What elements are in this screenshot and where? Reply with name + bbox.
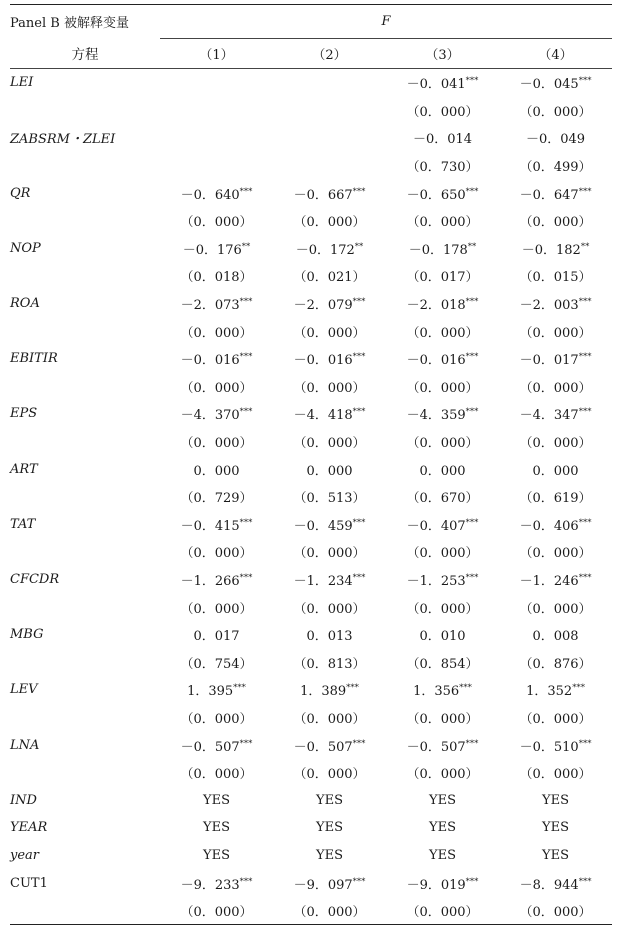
- coefficient-value: 0．000: [419, 463, 466, 479]
- coefficient-value: －0．016: [180, 353, 240, 369]
- p-value-cell: （0．513）: [293, 491, 366, 507]
- coefficient-value: 0．013: [306, 629, 353, 645]
- table-row: [10, 814, 612, 842]
- empty-label: [10, 538, 160, 566]
- p-value-cell: （0．000）: [180, 215, 253, 231]
- coefficient-cell: [273, 869, 386, 897]
- p-value-cell: （0．015）: [519, 270, 592, 286]
- coefficient-value: －8．944: [519, 877, 579, 893]
- empty-label: [10, 152, 160, 180]
- significance-stars: ***: [239, 876, 253, 887]
- coefficient-value: －9．233: [180, 877, 240, 893]
- coefficient-cell: [273, 235, 386, 263]
- p-value-cell: （0．000）: [406, 104, 479, 120]
- coefficient-value: －0．041: [406, 77, 466, 93]
- regression-table: [10, 4, 612, 925]
- coefficient-value: －0．507: [293, 739, 353, 755]
- control-value: YES: [429, 820, 456, 836]
- table-row: [10, 648, 612, 676]
- coefficient-cell: [160, 400, 273, 428]
- control-value: YES: [203, 847, 230, 863]
- coefficient-cell: [160, 676, 273, 704]
- coefficient-cell: [499, 124, 612, 152]
- table-row: [10, 235, 612, 263]
- table-row: [10, 538, 612, 566]
- empty-label: [10, 207, 160, 235]
- variable-label: ART: [10, 461, 38, 477]
- p-value-cell: （0．000）: [180, 767, 253, 783]
- p-value-cell: （0．000）: [293, 711, 366, 727]
- control-value: YES: [203, 792, 230, 808]
- coefficient-cell: [386, 621, 499, 649]
- coefficient-cell: [386, 69, 499, 97]
- significance-stars: ***: [239, 352, 253, 363]
- coefficient-cell: [499, 621, 612, 649]
- empty-label: [10, 97, 160, 125]
- table-row: [10, 704, 612, 732]
- coefficient-cell: [499, 290, 612, 318]
- coefficient-cell: [386, 290, 499, 318]
- coefficient-cell: [273, 400, 386, 428]
- significance-stars: ***: [352, 876, 366, 887]
- coefficient-cell: [386, 455, 499, 483]
- variable-label: CUT1: [10, 875, 48, 891]
- significance-stars: ***: [352, 572, 366, 583]
- coefficient-value: －0．406: [519, 518, 579, 534]
- control-value: YES: [429, 847, 456, 863]
- p-value-cell: （0．000）: [519, 711, 592, 727]
- coefficient-cell: [386, 345, 499, 373]
- coefficient-cell: [273, 511, 386, 539]
- p-value-cell: （0．000）: [180, 546, 253, 562]
- p-value-cell: （0．000）: [293, 546, 366, 562]
- coefficient-cell: [273, 676, 386, 704]
- p-value-cell: （0．000）: [406, 436, 479, 452]
- coefficient-cell: [499, 676, 612, 704]
- table-row: [10, 621, 612, 649]
- significance-stars: ***: [233, 683, 246, 694]
- coefficient-value: －4．359: [406, 408, 466, 424]
- significance-stars: ***: [346, 683, 359, 694]
- coefficient-value: －1．246: [519, 573, 579, 589]
- coefficient-cell: [160, 869, 273, 897]
- significance-stars: ***: [578, 76, 592, 87]
- p-value-cell: （0．000）: [180, 325, 253, 341]
- significance-stars: ***: [352, 517, 366, 528]
- significance-stars: ***: [352, 738, 366, 749]
- coefficient-cell: [499, 511, 612, 539]
- table-row: [10, 759, 612, 787]
- significance-stars: ***: [465, 76, 479, 87]
- coefficient-cell: [499, 345, 612, 373]
- coefficient-cell: [160, 235, 273, 263]
- significance-stars: ***: [578, 517, 592, 528]
- p-value-cell: （0．000）: [293, 215, 366, 231]
- empty-label: [10, 704, 160, 732]
- variable-label: EBITIR: [10, 351, 58, 367]
- coefficient-cell: [160, 345, 273, 373]
- p-value-cell: （0．000）: [406, 380, 479, 396]
- table-row: [10, 262, 612, 290]
- coefficient-value: －4．347: [519, 408, 579, 424]
- coefficient-cell: [273, 345, 386, 373]
- p-value-cell: [160, 152, 273, 180]
- coefficient-cell: [273, 566, 386, 594]
- significance-stars: **: [241, 241, 251, 252]
- p-value-cell: （0．000）: [519, 436, 592, 452]
- significance-stars: ***: [465, 407, 479, 418]
- coefficient-value: －0．407: [406, 518, 466, 534]
- coefficient-cell: [499, 179, 612, 207]
- significance-stars: ***: [578, 738, 592, 749]
- coefficient-value: －0．045: [519, 77, 579, 93]
- significance-stars: ***: [239, 572, 253, 583]
- coefficient-value: －9．019: [406, 877, 466, 893]
- significance-stars: ***: [578, 407, 592, 418]
- coefficient-value: －0．510: [519, 739, 579, 755]
- variable-label: CFCDR: [10, 571, 60, 587]
- coefficient-cell: [160, 731, 273, 759]
- control-value: YES: [316, 820, 343, 836]
- coefficient-value: －1．266: [180, 573, 240, 589]
- control-value: YES: [316, 847, 343, 863]
- coefficient-value: 0．000: [532, 463, 579, 479]
- dependent-variable: F: [160, 5, 612, 39]
- coefficient-cell: [386, 676, 499, 704]
- control-value: YES: [316, 792, 343, 808]
- table-row: [10, 428, 612, 456]
- table-body: [10, 69, 612, 925]
- coefficient-cell: [160, 179, 273, 207]
- significance-stars: ***: [578, 572, 592, 583]
- significance-stars: ***: [465, 297, 479, 308]
- table-row: [10, 676, 612, 704]
- coefficient-cell: [499, 869, 612, 897]
- coefficient-cell: [499, 69, 612, 97]
- coefficient-value: －0．016: [293, 353, 353, 369]
- coefficient-cell: [160, 455, 273, 483]
- coefficient-value: 0．000: [193, 463, 240, 479]
- empty-label: [10, 262, 160, 290]
- coefficient-cell: [386, 869, 499, 897]
- p-value-cell: （0．000）: [293, 325, 366, 341]
- significance-stars: ***: [465, 517, 479, 528]
- significance-stars: ***: [239, 297, 253, 308]
- significance-stars: ***: [578, 876, 592, 887]
- coefficient-cell: [160, 69, 273, 97]
- coefficient-value: 0．010: [419, 629, 466, 645]
- coefficient-value: －0．016: [406, 353, 466, 369]
- significance-stars: ***: [239, 738, 253, 749]
- variable-label: EPS: [10, 406, 38, 422]
- coefficient-cell: [386, 235, 499, 263]
- coefficient-cell: [273, 455, 386, 483]
- coefficient-value: －0．178: [408, 242, 468, 258]
- coefficient-cell: [499, 566, 612, 594]
- empty-label: [10, 483, 160, 511]
- control-value: YES: [542, 792, 569, 808]
- coefficient-cell: [160, 511, 273, 539]
- significance-stars: ***: [352, 297, 366, 308]
- p-value-cell: （0．000）: [406, 546, 479, 562]
- p-value-cell: （0．000）: [519, 325, 592, 341]
- variable-label: QR: [10, 185, 31, 201]
- coefficient-value: －0．507: [406, 739, 466, 755]
- significance-stars: **: [354, 241, 364, 252]
- coefficient-value: －1．234: [293, 573, 353, 589]
- empty-label: [10, 593, 160, 621]
- p-value-cell: （0．018）: [180, 270, 253, 286]
- column-header: （2）: [273, 39, 386, 69]
- coefficient-value: 0．008: [532, 629, 579, 645]
- significance-stars: **: [580, 241, 590, 252]
- significance-stars: ***: [352, 352, 366, 363]
- p-value-cell: [273, 97, 386, 125]
- variable-label: LEV: [10, 682, 38, 698]
- coefficient-cell: [386, 400, 499, 428]
- control-label: year: [10, 847, 40, 863]
- significance-stars: **: [467, 241, 477, 252]
- panel-label: Panel B 被解释变量: [10, 5, 160, 39]
- table-row: [10, 69, 612, 97]
- empty-label: [10, 317, 160, 345]
- p-value-cell: （0．000）: [519, 546, 592, 562]
- variable-label: ROA: [10, 296, 40, 312]
- significance-stars: ***: [578, 297, 592, 308]
- significance-stars: ***: [465, 186, 479, 197]
- coefficient-cell: [386, 179, 499, 207]
- p-value-cell: （0．000）: [293, 767, 366, 783]
- coefficient-cell: [273, 290, 386, 318]
- p-value-cell: （0．000）: [499, 897, 612, 925]
- coefficient-value: －0．647: [519, 187, 579, 203]
- table-row: [10, 786, 612, 814]
- table-row: [10, 897, 612, 925]
- control-label: IND: [10, 792, 37, 808]
- p-value-cell: （0．017）: [406, 270, 479, 286]
- significance-stars: ***: [352, 407, 366, 418]
- p-value-cell: （0．754）: [180, 656, 253, 672]
- p-value-cell: （0．000）: [519, 767, 592, 783]
- coefficient-cell: [160, 621, 273, 649]
- coefficient-value: 1．389: [300, 684, 347, 700]
- p-value-cell: （0．000）: [293, 380, 366, 396]
- p-value-cell: （0．000）: [180, 436, 253, 452]
- control-value: YES: [542, 820, 569, 836]
- control-value: YES: [203, 820, 230, 836]
- coefficient-value: －4．418: [293, 408, 353, 424]
- significance-stars: ***: [239, 186, 253, 197]
- coefficient-value: －0．650: [406, 187, 466, 203]
- table-row: [10, 97, 612, 125]
- p-value-cell: （0．000）: [519, 601, 592, 617]
- table-row: [10, 124, 612, 152]
- p-value-cell: （0．876）: [519, 656, 592, 672]
- coefficient-value: －0．415: [180, 518, 240, 534]
- control-value: YES: [429, 792, 456, 808]
- p-value-cell: （0．000）: [406, 711, 479, 727]
- coefficient-value: －2．003: [519, 298, 579, 314]
- p-value-cell: （0．021）: [293, 270, 366, 286]
- p-value-cell: （0．000）: [293, 436, 366, 452]
- p-value-cell: （0．000）: [160, 897, 273, 925]
- coefficient-cell: [386, 566, 499, 594]
- coefficient-value: 0．000: [306, 463, 353, 479]
- column-header: （4）: [499, 39, 612, 69]
- p-value-cell: （0．000）: [386, 897, 499, 925]
- p-value-cell: [273, 152, 386, 180]
- significance-stars: ***: [239, 517, 253, 528]
- coefficient-cell: [386, 124, 499, 152]
- coefficient-cell: [160, 290, 273, 318]
- table-row: [10, 869, 612, 897]
- p-value-cell: （0．000）: [406, 215, 479, 231]
- table-row: [10, 207, 612, 235]
- table-row: [10, 593, 612, 621]
- coefficient-cell: [386, 511, 499, 539]
- column-header: （3）: [386, 39, 499, 69]
- coefficient-value: －1．253: [406, 573, 466, 589]
- coefficient-value: 1．356: [413, 684, 460, 700]
- coefficient-value: －0．017: [519, 353, 579, 369]
- p-value-cell: （0．670）: [406, 491, 479, 507]
- p-value-cell: （0．000）: [406, 325, 479, 341]
- significance-stars: ***: [352, 186, 366, 197]
- p-value-cell: （0．000）: [273, 897, 386, 925]
- p-value-cell: （0．499）: [519, 160, 592, 176]
- significance-stars: ***: [465, 352, 479, 363]
- coefficient-value: 1．395: [187, 684, 234, 700]
- coefficient-cell: [160, 566, 273, 594]
- p-value-cell: （0．813）: [293, 656, 366, 672]
- p-value-cell: （0．854）: [406, 656, 479, 672]
- p-value-cell: （0．000）: [180, 711, 253, 727]
- variable-label: LNA: [10, 737, 40, 753]
- variable-label: ZABSRM・ZLEI: [10, 132, 116, 148]
- p-value-cell: （0．000）: [406, 601, 479, 617]
- table-row: [10, 842, 612, 870]
- coefficient-cell: [386, 731, 499, 759]
- significance-stars: ***: [465, 572, 479, 583]
- p-value-cell: （0．000）: [519, 104, 592, 120]
- significance-stars: ***: [572, 683, 585, 694]
- significance-stars: ***: [459, 683, 472, 694]
- coefficient-cell: [273, 731, 386, 759]
- coefficient-value: 0．017: [193, 629, 240, 645]
- coefficient-value: －4．370: [180, 408, 240, 424]
- variable-label: LEI: [10, 75, 34, 91]
- coefficient-cell: [273, 69, 386, 97]
- column-header: （1）: [160, 39, 273, 69]
- table-row: [10, 317, 612, 345]
- coefficient-value: －0．640: [180, 187, 240, 203]
- table-row: [10, 345, 612, 373]
- significance-stars: ***: [578, 186, 592, 197]
- table-row: [10, 152, 612, 180]
- empty-label: [10, 897, 160, 925]
- significance-stars: ***: [465, 738, 479, 749]
- coefficient-value: －0．182: [521, 242, 581, 258]
- coefficient-cell: [499, 400, 612, 428]
- coefficient-value: －2．079: [293, 298, 353, 314]
- table-row: [10, 455, 612, 483]
- p-value-cell: [160, 97, 273, 125]
- p-value-cell: （0．000）: [406, 767, 479, 783]
- coefficient-value: －0．014: [412, 132, 473, 148]
- coefficient-value: 1．352: [526, 684, 573, 700]
- table-row: [10, 511, 612, 539]
- empty-label: [10, 373, 160, 401]
- p-value-cell: （0．730）: [406, 160, 479, 176]
- control-value: YES: [542, 847, 569, 863]
- p-value-cell: （0．619）: [519, 491, 592, 507]
- coefficient-value: －0．667: [293, 187, 353, 203]
- significance-stars: ***: [465, 876, 479, 887]
- empty-label: [10, 648, 160, 676]
- coefficient-value: －0．176: [182, 242, 242, 258]
- table-row: [10, 179, 612, 207]
- coefficient-value: －0．049: [525, 132, 586, 148]
- p-value-cell: （0．000）: [180, 380, 253, 396]
- table-row: [10, 373, 612, 401]
- empty-label: [10, 759, 160, 787]
- control-label: YEAR: [10, 820, 48, 836]
- empty-label: [10, 428, 160, 456]
- coefficient-cell: [273, 179, 386, 207]
- p-value-cell: （0．729）: [180, 491, 253, 507]
- variable-label: NOP: [10, 240, 41, 256]
- coefficient-value: －0．507: [180, 739, 240, 755]
- table-row: [10, 290, 612, 318]
- equation-label: 方程: [10, 39, 160, 69]
- coefficient-cell: [499, 235, 612, 263]
- significance-stars: ***: [578, 352, 592, 363]
- coefficient-cell: [160, 124, 273, 152]
- coefficient-cell: [273, 124, 386, 152]
- coefficient-value: －9．097: [293, 877, 353, 893]
- table-row: [10, 566, 612, 594]
- variable-label: MBG: [10, 627, 44, 643]
- coefficient-cell: [499, 455, 612, 483]
- table-row: [10, 731, 612, 759]
- p-value-cell: （0．000）: [519, 215, 592, 231]
- variable-label: TAT: [10, 516, 36, 532]
- significance-stars: ***: [239, 407, 253, 418]
- header-row-equations: [10, 39, 612, 69]
- header-row-dependent: [10, 5, 612, 39]
- p-value-cell: （0．000）: [519, 380, 592, 396]
- coefficient-value: －2．073: [180, 298, 240, 314]
- table-row: [10, 400, 612, 428]
- p-value-cell: （0．000）: [293, 601, 366, 617]
- coefficient-value: －2．018: [406, 298, 466, 314]
- table-row: [10, 483, 612, 511]
- p-value-cell: （0．000）: [180, 601, 253, 617]
- coefficient-value: －0．172: [295, 242, 355, 258]
- coefficient-cell: [273, 621, 386, 649]
- coefficient-value: －0．459: [293, 518, 353, 534]
- coefficient-cell: [499, 731, 612, 759]
